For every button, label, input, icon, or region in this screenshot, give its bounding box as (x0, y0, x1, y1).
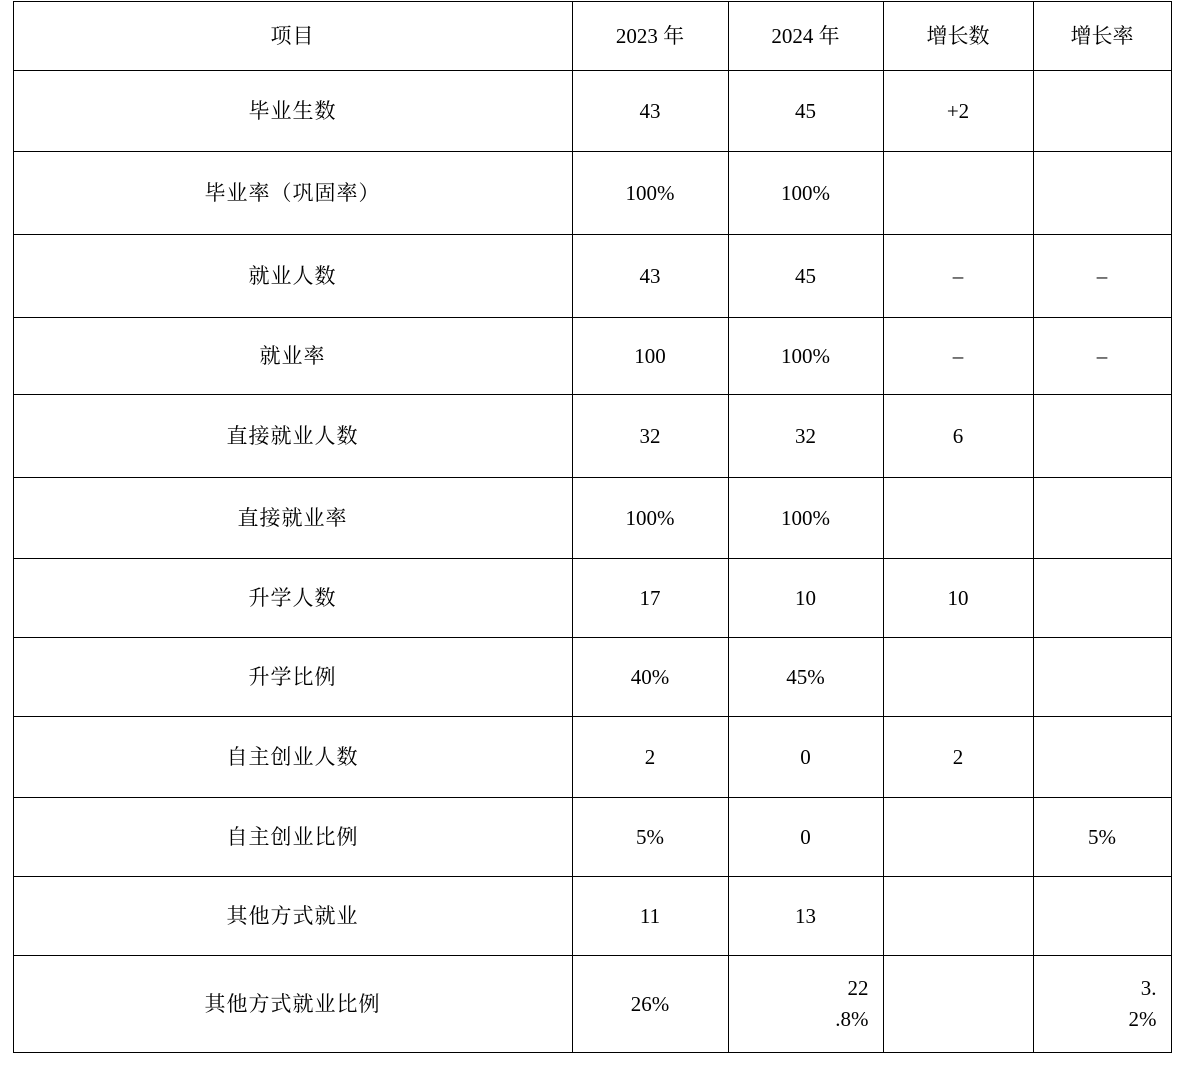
cell-growth-rate-line1: 3. (1140, 975, 1157, 1000)
cell-2023: 5% (572, 798, 728, 877)
cell-2023: 26% (572, 956, 728, 1053)
table-row (13, 235, 1171, 318)
cell-2024: 100% (728, 318, 883, 395)
table-row (13, 559, 1171, 638)
cell-2024: 10 (728, 559, 883, 638)
table-row (13, 478, 1171, 559)
cell-2023: 32 (572, 395, 728, 478)
table-header-row (13, 2, 1171, 71)
cell-2024: 100% (728, 152, 883, 235)
cell-2023: 100% (572, 478, 728, 559)
cell-2023: 17 (572, 559, 728, 638)
cell-2023: 40% (572, 638, 728, 717)
cell-growth-rate (1033, 717, 1171, 798)
column-header-growth-rate: 增长率 (1033, 2, 1171, 71)
row-label: 升学人数 (13, 559, 572, 638)
cell-2023: 43 (572, 235, 728, 318)
cell-growth-rate (1033, 638, 1171, 717)
cell-2024: 0 (728, 717, 883, 798)
cell-growth-rate (1033, 71, 1171, 152)
row-label: 就业人数 (13, 235, 572, 318)
cell-growth-rate (1033, 956, 1171, 1053)
column-header-growth: 增长数 (883, 2, 1033, 71)
cell-growth (883, 478, 1033, 559)
cell-growth-rate: 5% (1033, 798, 1171, 877)
cell-growth: 2 (883, 717, 1033, 798)
row-label: 毕业率（巩固率） (13, 152, 572, 235)
cell-growth (883, 956, 1033, 1053)
row-label: 自主创业人数 (13, 717, 572, 798)
table-row (13, 395, 1171, 478)
cell-growth (883, 798, 1033, 877)
cell-2024: 45 (728, 71, 883, 152)
cell-growth: 10 (883, 559, 1033, 638)
cell-2024: 100% (728, 478, 883, 559)
cell-2024 (728, 956, 883, 1053)
row-label: 直接就业人数 (13, 395, 572, 478)
cell-2023: 2 (572, 717, 728, 798)
cell-2024: 45 (728, 235, 883, 318)
table-row (13, 71, 1171, 152)
cell-growth-rate (1033, 478, 1171, 559)
column-header-item: 项目 (13, 2, 572, 71)
row-label: 毕业生数 (13, 71, 572, 152)
cell-2024: 32 (728, 395, 883, 478)
cell-growth-rate (1033, 152, 1171, 235)
cell-growth (883, 638, 1033, 717)
table-row (13, 877, 1171, 956)
cell-2024: 45% (728, 638, 883, 717)
row-label: 升学比例 (13, 638, 572, 717)
cell-2024-line1: 22 (847, 975, 869, 1000)
cell-growth: – (883, 235, 1033, 318)
table-row (13, 638, 1171, 717)
employment-statistics-table (13, 1, 1172, 1053)
row-label: 就业率 (13, 318, 572, 395)
column-header-2023: 2023 年 (572, 2, 728, 71)
table-row (13, 798, 1171, 877)
column-header-2024: 2024 年 (728, 2, 883, 71)
cell-growth-rate: – (1033, 318, 1171, 395)
row-label: 直接就业率 (13, 478, 572, 559)
cell-growth-rate (1033, 395, 1171, 478)
cell-growth-rate (1033, 559, 1171, 638)
cell-2023: 11 (572, 877, 728, 956)
table-row (13, 956, 1171, 1053)
cell-growth: 6 (883, 395, 1033, 478)
cell-growth: +2 (883, 71, 1033, 152)
table-row (13, 318, 1171, 395)
row-label: 其他方式就业比例 (13, 956, 572, 1053)
cell-2024: 0 (728, 798, 883, 877)
table-row (13, 152, 1171, 235)
cell-growth-rate (1033, 877, 1171, 956)
row-label: 其他方式就业 (13, 877, 572, 956)
table-row (13, 717, 1171, 798)
cell-growth-rate-line2: 2% (1128, 1007, 1157, 1031)
cell-growth-rate: – (1033, 235, 1171, 318)
cell-growth (883, 152, 1033, 235)
cell-growth (883, 877, 1033, 956)
cell-2023: 100% (572, 152, 728, 235)
cell-2024: 13 (728, 877, 883, 956)
cell-growth: – (883, 318, 1033, 395)
row-label: 自主创业比例 (13, 798, 572, 877)
cell-2023: 100 (572, 318, 728, 395)
cell-2023: 43 (572, 71, 728, 152)
cell-2024-line2: .8% (835, 1007, 869, 1031)
